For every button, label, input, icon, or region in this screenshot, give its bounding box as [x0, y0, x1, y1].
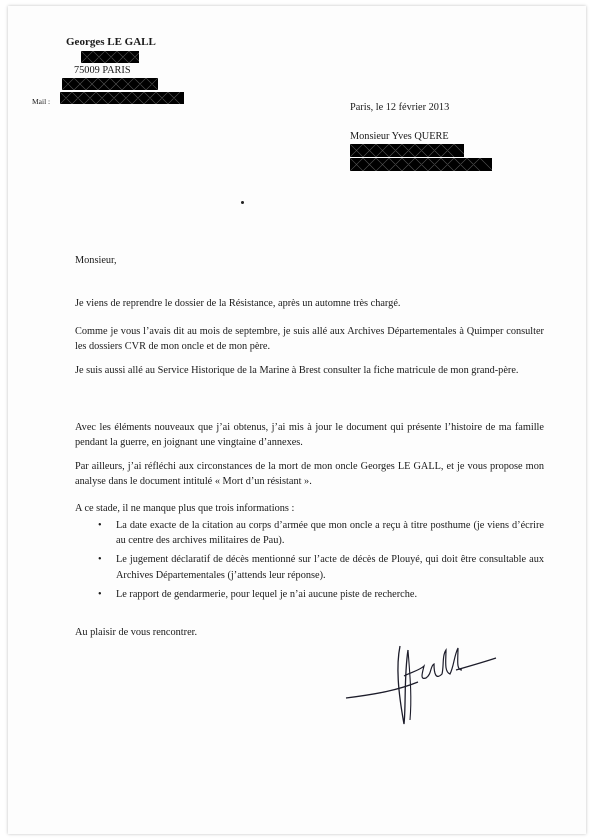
bullet-icon: • — [98, 588, 102, 600]
letter-page — [8, 6, 586, 834]
closing: Au plaisir de vous rencontrer. — [75, 627, 198, 638]
paragraph-3: Je suis aussi allé au Service Historique de la Marine à Brest consulter la fiche matricule de mon grand-père. — [75, 365, 519, 376]
sender-name: Georges LE GALL — [66, 36, 156, 48]
date-place: Paris, le 12 février 2013 — [350, 102, 450, 113]
redacted-recipient-street — [350, 144, 464, 157]
sender-city: 75009 PARIS — [74, 65, 131, 76]
list-item-text: La date exacte de la citation au corps d’armée que mon oncle a reçu à titre posthume (je viens d’écrire au centre des archives militaires de Pau). — [116, 520, 544, 547]
redacted-street — [81, 51, 139, 63]
paragraph-1: Je viens de reprendre le dossier de la Résistance, après un automne très chargé. — [75, 298, 401, 309]
paragraph-4: Avec les éléments nouveaux que j’ai obtenus, j’ai mis à jour le document qui présente l’histoire de ma famille pendant la guerre, en joignant une vingtaine d’annexes. — [75, 422, 544, 449]
list-item-text: Le jugement déclaratif de décès mentionné sur l’acte de décès de Plouyé, qui doit être consultable aux Archives Départementales (j’attends leur réponse). — [116, 554, 544, 581]
list-item — [94, 518, 544, 548]
list-item — [94, 552, 544, 582]
signature-image — [338, 636, 498, 731]
missing-info-list — [94, 518, 544, 606]
paragraph-2: Comme je vous l’avais dit au mois de septembre, je suis allé aux Archives Départementales à Quimper consulter les dossiers CVR de mon oncle et de mon père. — [75, 326, 544, 353]
redacted-recipient-city — [350, 158, 492, 171]
paper-speck — [241, 201, 244, 204]
list-item — [94, 587, 544, 602]
list-item-text: Le rapport de gendarmerie, pour lequel je n’ai aucune piste de recherche. — [116, 588, 418, 600]
bullet-icon: • — [98, 520, 102, 531]
paragraph-6: A ce stade, il ne manque plus que trois informations : — [75, 503, 295, 514]
bullet-icon: • — [98, 554, 102, 566]
recipient-name: Monsieur Yves QUERE — [350, 131, 449, 142]
salutation: Monsieur, — [75, 255, 117, 266]
redacted-phone — [62, 78, 158, 90]
mail-label: Mail : — [32, 97, 51, 106]
redacted-email — [60, 92, 184, 104]
paragraph-5: Par ailleurs, j’ai réfléchi aux circonstances de la mort de mon oncle Georges LE GALL, et je vous propose mon analyse dans le document intitulé « Mort d’un résistant ». — [75, 461, 544, 488]
